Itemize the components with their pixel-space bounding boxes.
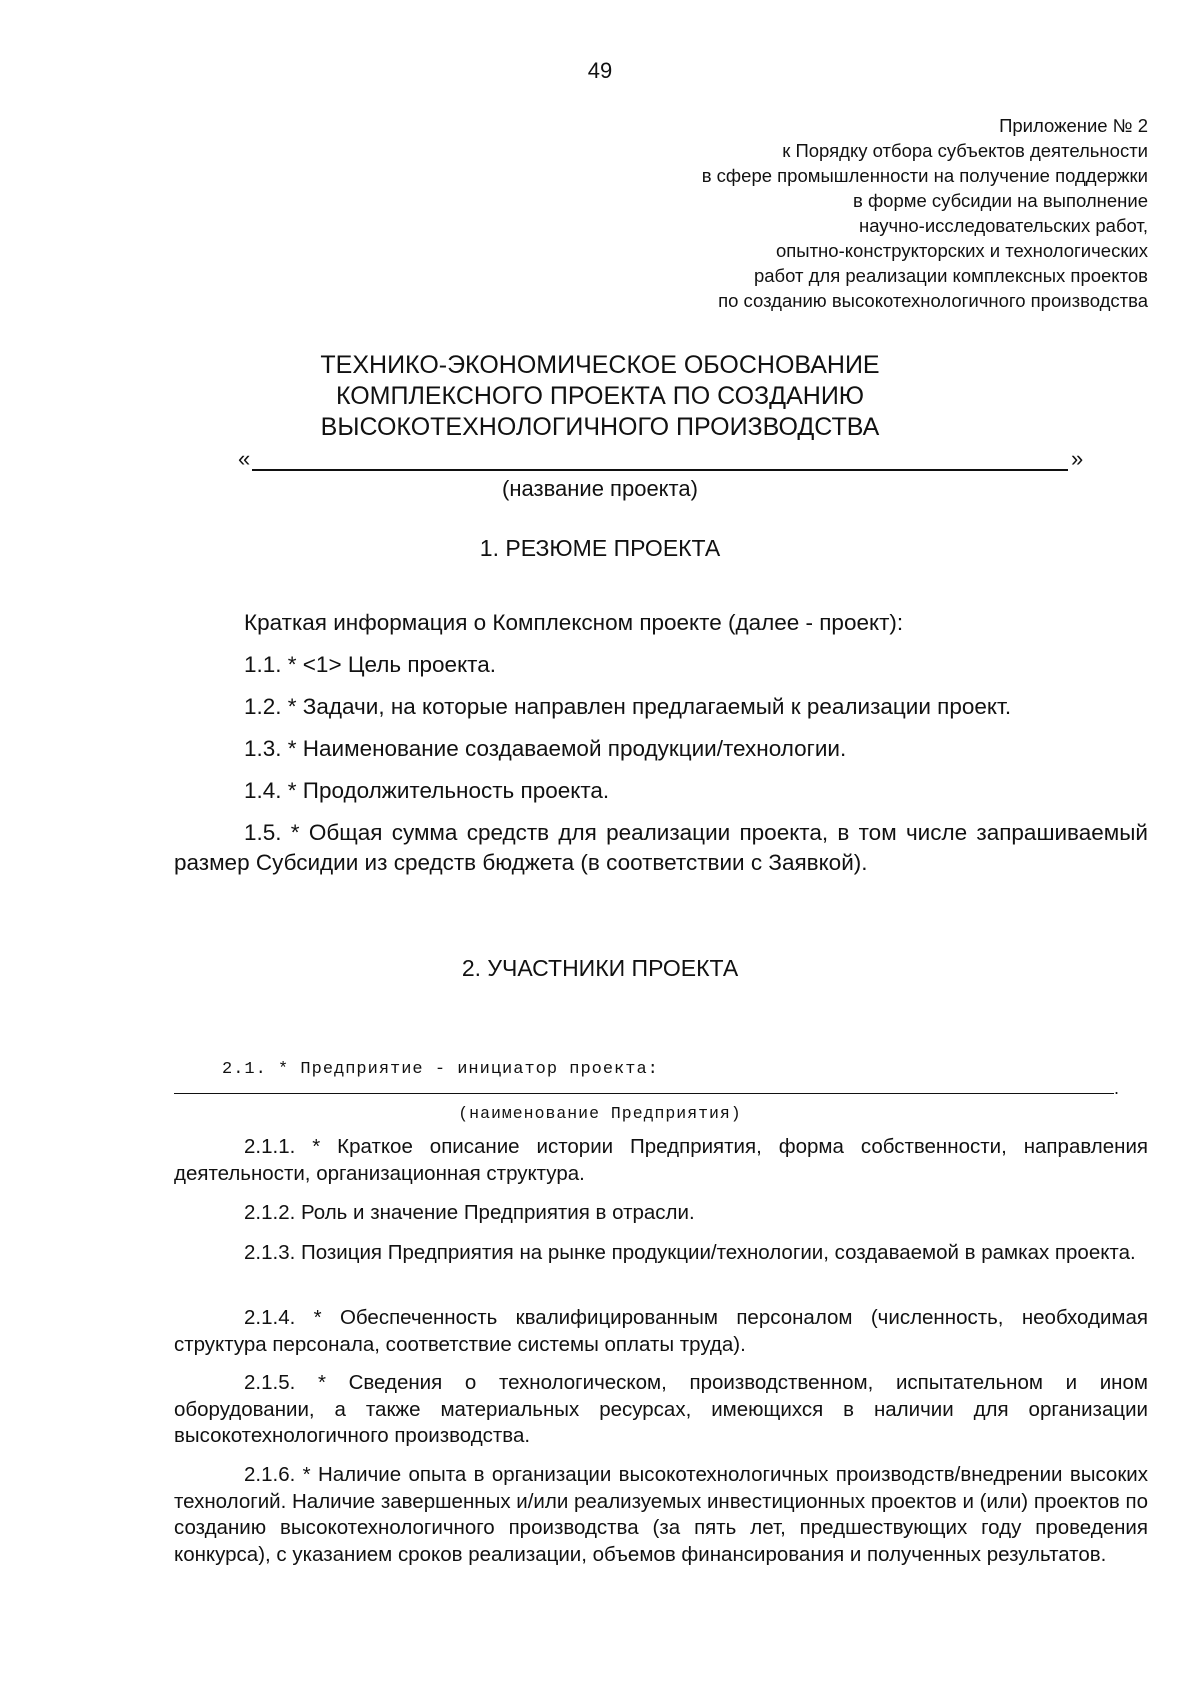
item-2-1-6: 2.1.6. * Наличие опыта в организации высокотехнологичных производств/внедрении высоких технологий. Наличие завершенных и/или реализуемых инвестиционных проектов и (или) проектов по созданию высокотехнологичного производства (за пять лет, предшествующих году проведения конкурса), с указанием сроков реализации, объемов финансирования и полученных результатов. [174,1463,1148,1566]
appendix-line: к Порядку отбора субъектов деятельности [782,140,1148,161]
enterprise-dot: . [1114,1078,1120,1098]
appendix-line: работ для реализации комплексных проектов [753,265,1148,286]
document-title [0,350,1200,443]
appendix-line: по созданию высокотехнологичного производства [718,290,1148,311]
appendix-line: опытно-конструкторских и технологических [775,240,1148,261]
project-name-rule [252,469,1068,471]
item-1-3: 1.3. * Наименование создаваемой продукции/технологии. [244,736,847,761]
appendix-line: научно-исследовательских работ, [858,215,1148,236]
enterprise-label: 2.1. * Предприятие - инициатор проекта: [222,1060,659,1079]
item-2-1-1: 2.1.1. * Краткое описание истории Предприятия, форма собственности, направления деятельности, организационная структура. [174,1135,1148,1185]
section-1-intro: Краткая информация о Комплексном проекте (далее - проект): [244,610,904,635]
item-1-2: 1.2. * Задачи, на которые направлен предлагаемый к реализации проект. [244,694,1012,719]
title-line: ВЫСОКОТЕХНОЛОГИЧНОГО ПРОИЗВОДСТВА [320,413,880,441]
page-number: 49 [587,58,613,83]
item-2-1-3: 2.1.3. Позиция Предприятия на рынке продукции/технологии, создаваемой в рамках проекта. [244,1241,1136,1264]
section-2-heading: 2. УЧАСТНИКИ ПРОЕКТА [461,955,739,981]
appendix-line: в форме субсидии на выполнение [852,190,1148,211]
enterprise-caption: (наименование Предприятия) [458,1104,742,1123]
item-2-1-2: 2.1.2. Роль и значение Предприятия в отрасли. [244,1201,695,1224]
enterprise-name-rule [174,1093,1114,1094]
close-quote: » [1071,446,1084,471]
open-quote: « [238,446,251,471]
section-1-heading: 1. РЕЗЮМЕ ПРОЕКТА [479,535,721,561]
appendix-line: Приложение № 2 [999,115,1148,136]
title-line: ТЕХНИКО-ЭКОНОМИЧЕСКОЕ ОБОСНОВАНИЕ [320,351,880,379]
item-2-1-4: 2.1.4. * Обеспеченность квалифицированным персоналом (численность, необходимая структура персонала, соответствие системы оплаты труда). [174,1306,1148,1356]
item-1-1: 1.1. * <1> Цель проекта. [244,652,496,677]
appendix-block [508,113,1148,313]
item-2-1-5: 2.1.5. * Сведения о технологическом, производственном, испытательном и ином оборудовании, а также материальных ресурсах, имеющихся в наличии для организации высокотехнологичного производства. [174,1371,1148,1447]
item-1-4: 1.4. * Продолжительность проекта. [244,778,610,803]
appendix-line: в сфере промышленности на получение поддержки [701,165,1148,186]
title-line: КОМПЛЕКСНОГО ПРОЕКТА ПО СОЗДАНИЮ [335,382,865,410]
item-1-5: 1.5. * Общая сумма средств для реализации проекта, в том числе запрашиваемый размер Субсидии из средств бюджета (в соответствии с Заявкой). [174,820,1148,875]
project-name-caption: (название проекта) [502,476,698,501]
